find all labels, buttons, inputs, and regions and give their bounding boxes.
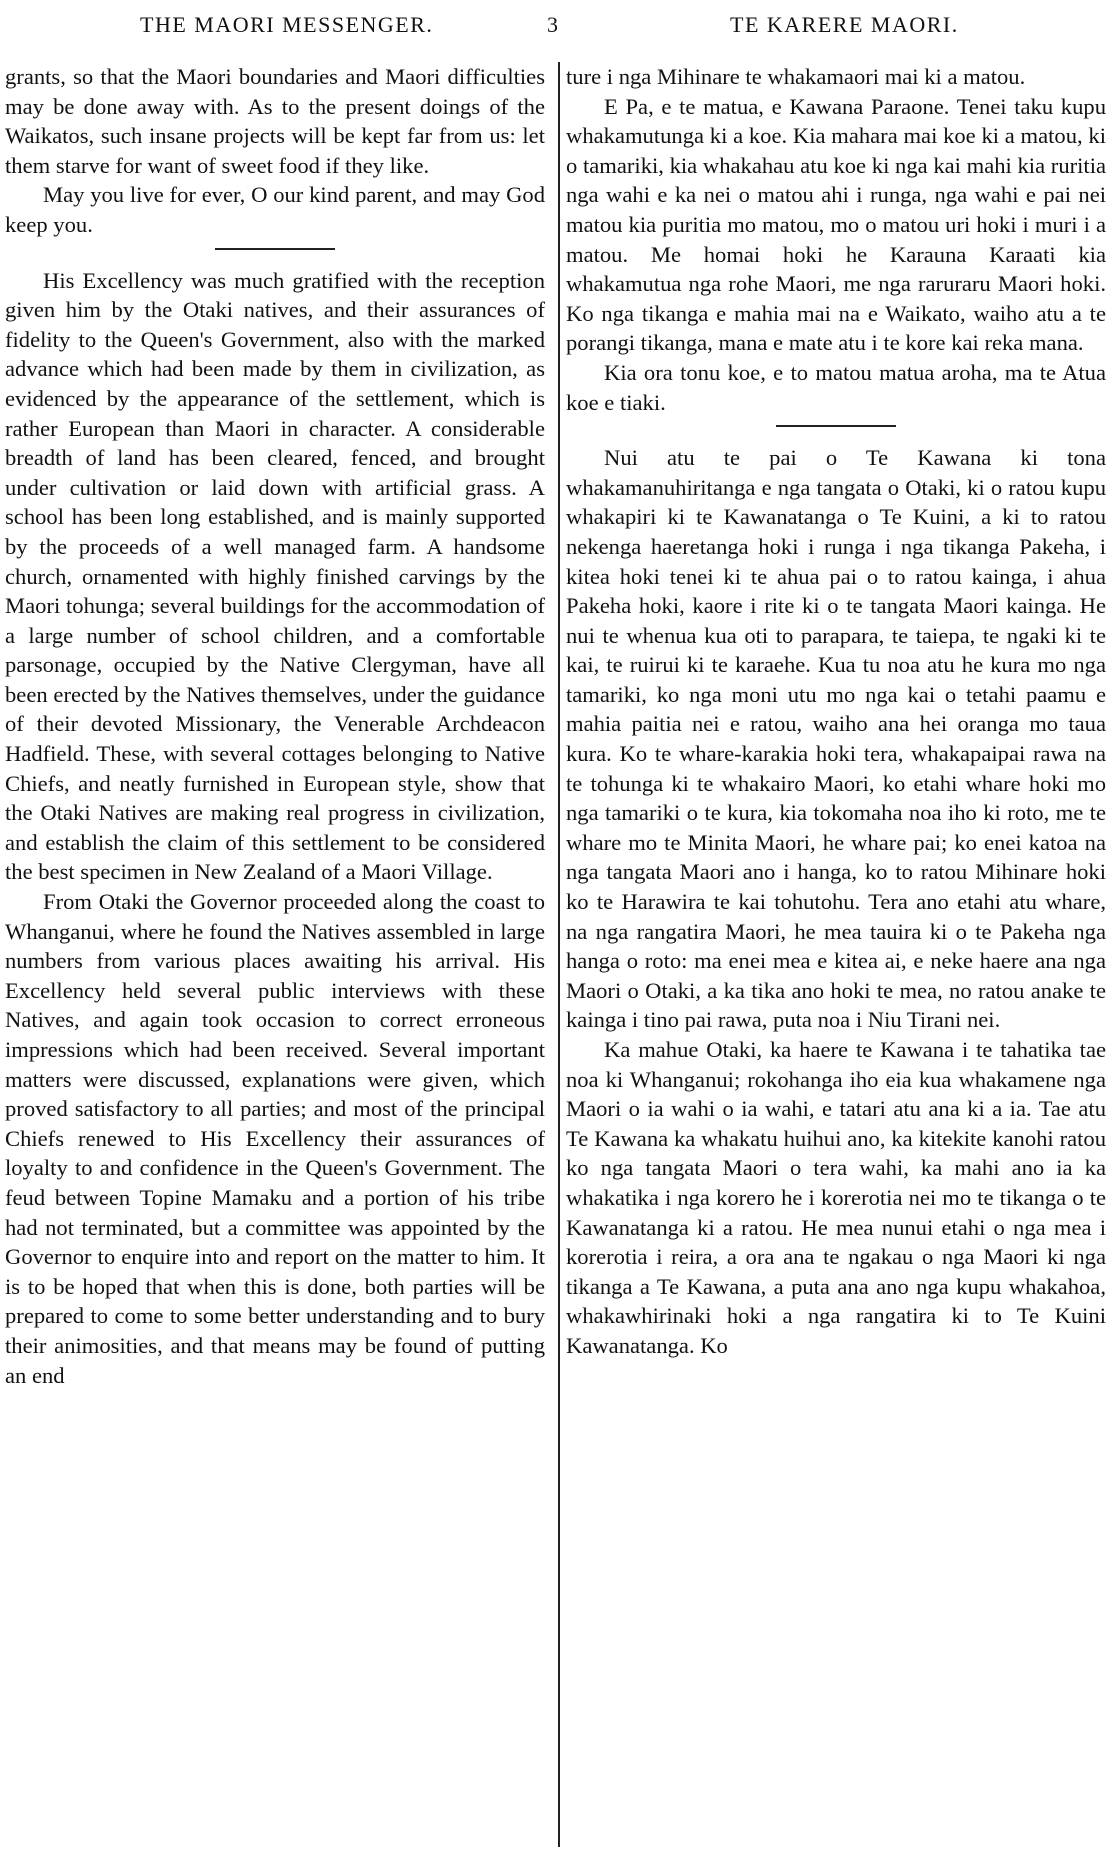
english-whanganui-paragraph: From Otaki the Governor proceeded along the coast to Whanganui, where he found the Natives assembled in large numbers from various places awaiting his arrival. His Excellency held several public interviews with these Natives, and again took occasion to correct erroneous impressions which had been received. Several important matters were discussed, explanations were given, which proved satisfactory to all parties; and most of the principal Chiefs renewed to His Excellency their assurances of loyalty to and confidence in the Queen's Government. The feud between Topine Mamaku and a portion of his tribe had not terminated, but a committee was appointed by the Governor to enquire into and report on the matter to him. It is to be hoped that when this is done, both parties will be prepared to come to some better understanding and to bury their animosities, and that means may be found of putting an end — [5, 889, 545, 1388]
section-rule — [776, 425, 896, 427]
maori-whanganui-paragraph: Ka mahue Otaki, ka haere te Kawana i te tahatika tae noa ki Whanganui; rokohanga iho eia kua whakamene nga Maori o ia wahi o ia wahi, e tatari atu ana ki a ia. Tae atu Te Kawana ka whakatu huihui ano, ka kitekite kanohi ratou ko nga tangata Maori o tera wahi, ka mahi ano ia ka whakatika i nga korero he i korerotia nei mo te tikanga o te Kawanatanga ki a ratou. He mea nunui etahi o nga mea i korerotia i reira, a ora ana te ngakau o nga Maori ki nga tikanga a Te Kawana, a puta ana ano nga kupu whakahoa, whakawhirinaki hoki a nga rangatira ki to Te Kuini Kawanatanga. Ko — [566, 1037, 1106, 1358]
english-letter-ending: grants, so that the Maori boundaries and Maori difficulties may be done away with. As to the present doings of the Waikatos, such insane projects will be kept far from us: let them starve for want of sweet food if they like. — [5, 64, 545, 178]
maori-letter-body: E Pa, e te matua, e Kawana Paraone. Tenei taku kupu whakamutunga ki a koe. Kia mahara mai koe ki a matou, ki o tamariki, kia whakahau atu koe ki nga kai mahi kia ruritia nga wahi e ka nei o matou ahi i runga, nga wahi e pai nei matou kia puritia mo matou, mo o matou uri hoki i muri i a matou. Me homai hoki he Karauna Karaati kia whakamutua nga rohe Maori, me nga raruraru Maori hoki. Ko nga tikanga e mahia mai na e Waikato, waiho atu a te porangi tikanga, mana e mate atu i te kore kai reka mana. — [566, 93, 1106, 356]
maori-column — [566, 62, 1106, 1361]
page-header — [0, 8, 1114, 42]
header-english-title: THE MAORI MESSENGER. — [140, 12, 434, 37]
english-letter-closing: May you live for ever, O our kind parent, and may God keep you. — [5, 182, 545, 237]
header-maori-title: TE KARERE MAORI. — [730, 12, 959, 37]
maori-letter-fragment: ture i nga Mihinare te whakamaori mai ki a matou. — [566, 64, 1026, 89]
page-number: 3 — [547, 12, 560, 37]
section-rule — [215, 248, 335, 250]
english-column — [5, 62, 545, 1390]
maori-letter-closing: Kia ora tonu koe, e to matou matua aroha, ma te Atua koe e tiaki. — [566, 359, 1106, 415]
maori-otaki-paragraph: Nui atu te pai o Te Kawana ki tona whakamanuhiritanga e nga tangata o Otaki, ki o ratou kupu whakapiri ki te Kawanatanga o Te Kuini, a ki to ratou nekenga haeretanga hoki i runga i nga tikanga Pakeha, i kitea hoki tenei ki te ahua pai o to ratou kainga, i ahua Pakeha hoki, kaore i rite ki o te tangata Maori kainga. He nui te whenua kua oti to parapara, te taiepa, te ngaki ki te kai, te ruirui ki te karaehe. Kua tu noa atu he kura mo nga tamariki, ko nga moni utu mo nga kai o tetahi paamu e mahia paitia nei e ratou, waiho ana hei oranga mo taua kura. Ko te whare-karakia hoki tera, whakapaipai rawa na te tohunga ki te whakairo Maori, ko etahi whare hoki mo nga tamariki o te kura, kia tokomaha noa iho ki roto, me te whare mo te Minita Maori, he whare pai; ko enei katoa na nga tangata Maori ano i hanga, ko to ratou Mihinare hoki ko te Harawira te kai tohutohu. Tera ano etahi atu whare, na nga rangatira Maori, he mea tauira ki o te Pakeha nga hanga o roto: ma enei mea e kitea ai, e neke haere ana nga Maori o Otaki, a ka tika ano hoki te mea, no ratou anake te kainga i tino pai rawa, puta noa i Niu Tirani nei. — [566, 445, 1106, 1033]
column-divider — [558, 62, 560, 1847]
english-otaki-paragraph: His Excellency was much gratified with the reception given him by the Otaki natives, and their assurances of fidelity to the Queen's Government, also with the marked advance which had been made by them in civilization, as evidenced by the appearance of the settlement, which is rather European than Maori in character. A considerable breadth of land has been cleared, fenced, and brought under cultivation or laid down with artificial grass. A school has been long established, and is mainly supported by the proceeds of a well managed farm. A handsome church, ornamented with highly finished carvings by the Maori tohunga; several buildings for the accommodation of a large number of school children, and a comfortable parsonage, occupied by the Native Clergyman, have all been erected by the Natives themselves, under the guidance of their devoted Missionary, the Venerable Archdeacon Hadfield. These, with several cottages belonging to Native Chiefs, and neatly furnished in European style, show that the Otaki Natives are making real progress in civilization, and establish the claim of this settlement to be considered the best specimen in New Zealand of a Maori Village. — [5, 267, 545, 885]
